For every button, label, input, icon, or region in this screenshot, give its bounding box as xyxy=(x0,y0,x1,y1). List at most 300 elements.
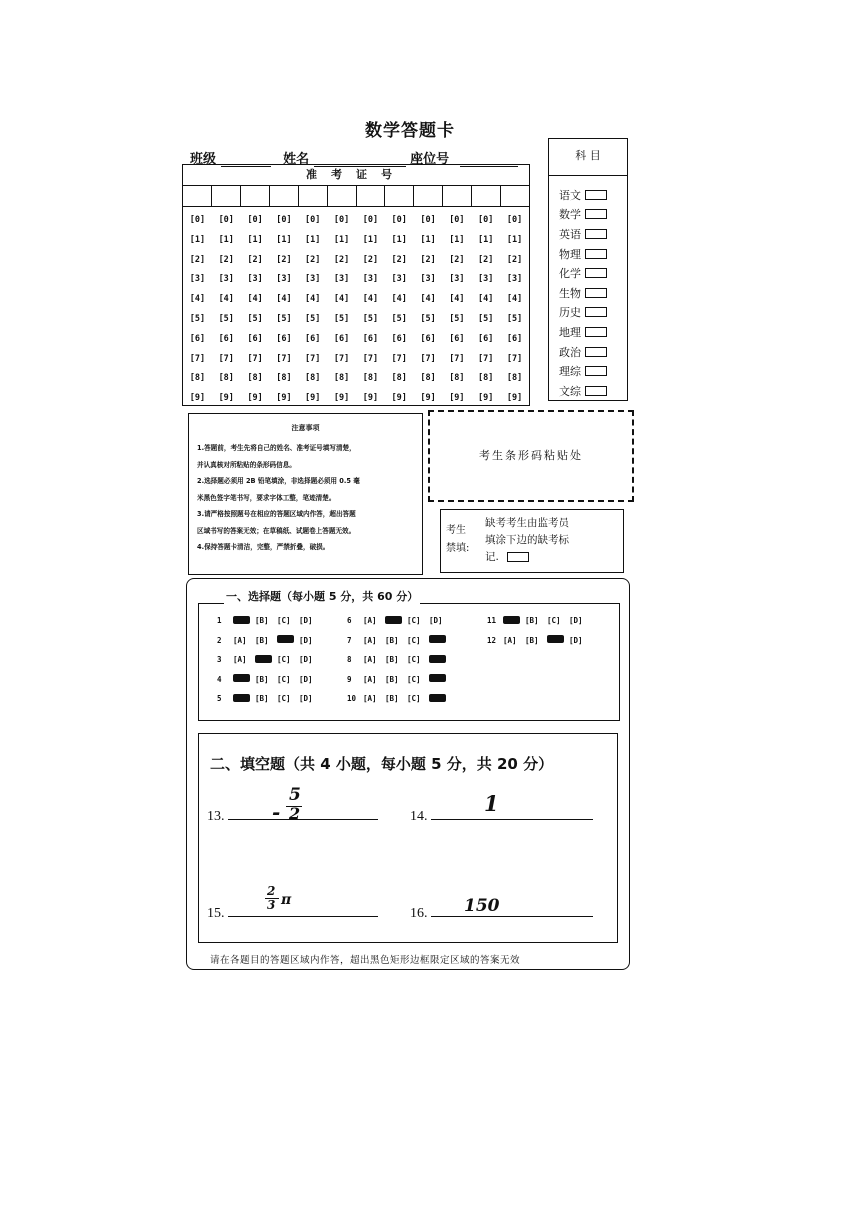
mc-question-row xyxy=(217,689,321,709)
digit-bubble[interactable]: [9] xyxy=(391,393,407,404)
subject-checkbox[interactable] xyxy=(585,307,607,317)
subject-row xyxy=(549,303,627,323)
mc-option[interactable]: [C] xyxy=(407,674,421,684)
digit-bubble[interactable]: [8] xyxy=(391,373,407,384)
mc-option[interactable]: [A] xyxy=(363,635,377,645)
digit-bubble[interactable]: [0] xyxy=(333,215,350,225)
exam-number-cell[interactable] xyxy=(414,186,443,206)
digit-bubble[interactable]: [6] xyxy=(391,333,407,344)
digit-bubble[interactable]: [9] xyxy=(420,393,436,404)
filled-mark xyxy=(233,694,250,702)
mc-question-row xyxy=(217,670,321,690)
mc-question-number: 3 xyxy=(217,655,222,665)
digit-bubble[interactable]: [6] xyxy=(333,333,350,344)
mc-option[interactable]: [B] xyxy=(385,635,399,645)
digit-bubble[interactable]: [5] xyxy=(333,313,350,324)
exam-number-cell[interactable] xyxy=(241,186,270,206)
digit-bubble[interactable]: [5] xyxy=(218,313,234,324)
digit-bubble[interactable]: [7] xyxy=(218,353,234,364)
subject-checkbox[interactable] xyxy=(585,327,607,337)
absent-line: 记. xyxy=(485,551,499,563)
digit-bubble[interactable]: [6] xyxy=(420,333,436,344)
exam-number-cell[interactable] xyxy=(443,186,472,206)
filled-mark xyxy=(255,655,272,663)
digit-bubble[interactable]: [0] xyxy=(362,215,379,225)
subject-checkbox[interactable] xyxy=(585,288,607,298)
digit-bubble[interactable]: [3] xyxy=(189,274,206,285)
absent-checkbox[interactable] xyxy=(507,552,529,562)
digit-bubble[interactable]: [9] xyxy=(362,393,379,404)
subject-row xyxy=(549,361,627,381)
mc-option[interactable]: [B] xyxy=(385,674,399,684)
digit-bubble[interactable]: [6] xyxy=(218,333,234,344)
subject-label: 物理 xyxy=(559,247,581,261)
filled-mark xyxy=(429,635,446,643)
mc-option[interactable]: [A] xyxy=(363,616,377,626)
mc-option[interactable]: [B] xyxy=(255,616,269,626)
digit-bubble[interactable]: [9] xyxy=(478,393,494,404)
digit-bubble[interactable]: [9] xyxy=(506,393,523,404)
exam-number-column xyxy=(327,211,356,409)
digit-bubble[interactable]: [4] xyxy=(333,294,350,305)
mc-option-filled[interactable] xyxy=(429,694,451,704)
exam-number-bubbles xyxy=(183,207,529,409)
notice-line: 2.选择题必须用 2B 铅笔填涂，非选择题必须用 0.5 毫 xyxy=(197,477,360,485)
digit-bubble[interactable]: [4] xyxy=(189,294,206,305)
absent-text xyxy=(485,515,569,566)
digit-bubble[interactable]: [6] xyxy=(506,333,523,344)
digit-bubble[interactable]: [2] xyxy=(333,254,350,265)
digit-bubble[interactable]: [0] xyxy=(391,215,407,225)
digit-bubble[interactable]: [0] xyxy=(420,215,436,225)
digit-bubble[interactable]: [3] xyxy=(391,274,407,285)
mc-column xyxy=(217,611,321,709)
digit-bubble[interactable]: [0] xyxy=(276,215,292,225)
handwritten-sign: - xyxy=(272,800,281,824)
mc-question-row xyxy=(347,670,451,690)
answer-line[interactable] xyxy=(431,902,593,917)
mc-question-number: 4 xyxy=(217,674,222,684)
digit-bubble[interactable]: [6] xyxy=(478,333,494,344)
mc-option[interactable]: [B] xyxy=(385,694,399,704)
subject-row xyxy=(549,342,627,362)
digit-bubble[interactable]: [7] xyxy=(276,353,292,364)
mc-question-row xyxy=(217,631,321,651)
digit-bubble[interactable]: [9] xyxy=(305,393,321,404)
handwritten-numerator: 2 xyxy=(267,884,276,898)
digit-bubble[interactable]: [1] xyxy=(218,234,234,245)
mc-option[interactable]: [C] xyxy=(407,616,421,626)
mc-question-number: 11 xyxy=(487,616,497,626)
mc-option[interactable]: [B] xyxy=(255,694,269,704)
subject-checkbox[interactable] xyxy=(585,268,607,278)
exam-number-column xyxy=(241,211,270,409)
absent-line: 缺考考生由监考员 xyxy=(485,517,569,529)
mc-option-filled[interactable] xyxy=(429,635,451,645)
mc-option[interactable]: [D] xyxy=(569,616,583,626)
digit-bubble[interactable]: [4] xyxy=(362,294,379,305)
digit-bubble[interactable]: [0] xyxy=(506,215,523,225)
digit-bubble[interactable]: [4] xyxy=(247,294,263,305)
mc-option[interactable]: [B] xyxy=(255,674,269,684)
exam-number-cell[interactable] xyxy=(385,186,414,206)
digit-bubble[interactable]: [3] xyxy=(305,274,321,285)
mc-option[interactable]: [D] xyxy=(299,655,313,665)
exam-number-header: 准考证号 xyxy=(183,165,529,186)
mc-option-filled[interactable] xyxy=(277,635,299,645)
digit-bubble[interactable]: [9] xyxy=(189,393,206,404)
digit-bubble[interactable]: [0] xyxy=(478,215,494,225)
exam-number-column xyxy=(471,211,500,409)
notice-line: 区域书写的答案无效；在草稿纸、试题卷上答题无效。 xyxy=(197,526,356,535)
mc-option[interactable]: [D] xyxy=(299,694,313,704)
mc-question-row xyxy=(487,611,591,631)
exam-number-cell[interactable] xyxy=(299,186,328,206)
mc-option-filled[interactable] xyxy=(429,674,451,684)
digit-bubble[interactable]: [2] xyxy=(362,254,379,265)
digit-bubble[interactable]: [3] xyxy=(420,274,436,285)
digit-bubble[interactable]: [4] xyxy=(449,294,465,305)
digit-bubble[interactable]: [4] xyxy=(305,294,321,305)
subject-row xyxy=(549,381,627,401)
digit-bubble[interactable]: [1] xyxy=(189,234,206,245)
mc-option-filled[interactable] xyxy=(429,655,451,665)
subject-checkbox[interactable] xyxy=(585,249,607,259)
digit-bubble[interactable]: [7] xyxy=(449,353,465,364)
mc-option[interactable]: [B] xyxy=(385,655,399,665)
mc-option[interactable]: [B] xyxy=(525,616,539,626)
digit-bubble[interactable]: [7] xyxy=(420,353,436,364)
digit-bubble[interactable]: [0] xyxy=(218,215,234,225)
mc-question-row xyxy=(347,689,451,709)
subject-label: 化学 xyxy=(559,267,581,281)
fill-in-title: 二、填空题（共 4 小题，每小题 5 分，共 20 分） xyxy=(210,755,554,773)
mc-question-number: 9 xyxy=(347,674,352,684)
subject-label: 政治 xyxy=(559,345,581,359)
mc-option[interactable]: [D] xyxy=(299,616,313,626)
digit-bubble[interactable]: [9] xyxy=(333,393,350,404)
mc-option[interactable]: [A] xyxy=(363,655,377,665)
digit-bubble[interactable]: [8] xyxy=(449,373,465,384)
answer-line[interactable] xyxy=(228,902,378,917)
digit-bubble[interactable]: [1] xyxy=(333,234,350,245)
digit-bubble[interactable]: [2] xyxy=(478,254,494,265)
digit-bubble[interactable]: [5] xyxy=(247,313,263,324)
digit-bubble[interactable]: [2] xyxy=(189,254,206,265)
mc-option[interactable]: [D] xyxy=(569,635,583,645)
subject-checkbox[interactable] xyxy=(585,366,607,376)
mc-question-number: 2 xyxy=(217,635,222,645)
mc-question-number: 1 xyxy=(217,616,222,626)
question-number: 16. xyxy=(410,906,428,921)
filled-mark xyxy=(503,616,520,624)
exam-number-grid xyxy=(182,164,530,406)
exam-number-cell[interactable] xyxy=(501,186,529,206)
handwritten-denominator: 2 xyxy=(289,804,301,823)
mc-option[interactable]: [D] xyxy=(429,616,443,626)
digit-bubble[interactable]: [3] xyxy=(506,274,523,285)
subject-label: 生物 xyxy=(559,286,581,300)
digit-bubble[interactable]: [6] xyxy=(305,333,321,344)
subject-row xyxy=(549,205,627,225)
digit-bubble[interactable]: [5] xyxy=(189,313,206,324)
filled-mark xyxy=(277,635,294,643)
digit-bubble[interactable]: [7] xyxy=(391,353,407,364)
mc-option-filled[interactable] xyxy=(503,616,525,626)
subject-label: 语文 xyxy=(559,188,581,202)
subject-row xyxy=(549,322,627,342)
digit-bubble[interactable]: [7] xyxy=(247,353,263,364)
digit-bubble[interactable]: [3] xyxy=(276,274,292,285)
digit-bubble[interactable]: [2] xyxy=(420,254,436,265)
subject-label: 数学 xyxy=(559,208,581,222)
absent-mark-box xyxy=(440,509,624,573)
mc-option-filled[interactable] xyxy=(547,635,569,645)
digit-bubble[interactable]: [5] xyxy=(449,313,465,324)
digit-bubble[interactable]: [1] xyxy=(305,234,321,245)
digit-bubble[interactable]: [4] xyxy=(391,294,407,305)
question-number: 13. xyxy=(207,809,225,824)
handwritten-numerator: 5 xyxy=(289,785,301,805)
subject-checkbox[interactable] xyxy=(585,190,607,200)
exam-number-column xyxy=(500,211,529,409)
exam-number-cell[interactable] xyxy=(212,186,241,206)
filled-mark xyxy=(233,674,250,682)
digit-bubble[interactable]: [1] xyxy=(362,234,379,245)
digit-bubble[interactable]: [5] xyxy=(276,313,292,324)
digit-bubble[interactable]: [8] xyxy=(506,373,523,384)
filled-mark xyxy=(547,635,564,643)
mc-option[interactable]: [C] xyxy=(547,616,561,626)
exam-number-column xyxy=(442,211,471,409)
digit-bubble[interactable]: [1] xyxy=(478,234,494,245)
digit-bubble[interactable]: [1] xyxy=(449,234,465,245)
exam-number-column xyxy=(212,211,241,409)
class-label: 班级 xyxy=(190,152,217,167)
subject-header: 科 目 xyxy=(549,139,627,176)
digit-bubble[interactable]: [3] xyxy=(478,274,494,285)
exam-number-cell[interactable] xyxy=(357,186,386,206)
digit-bubble[interactable]: [3] xyxy=(362,274,379,285)
digit-bubble[interactable]: [2] xyxy=(506,254,523,265)
mc-option-filled[interactable] xyxy=(233,694,255,704)
filled-mark xyxy=(429,674,446,682)
digit-bubble[interactable]: [1] xyxy=(420,234,436,245)
mc-question-row xyxy=(217,650,321,670)
mc-option[interactable]: [C] xyxy=(407,635,421,645)
subject-label: 地理 xyxy=(559,325,581,339)
mc-option-filled[interactable] xyxy=(233,616,255,626)
mc-question-row xyxy=(347,611,451,631)
digit-bubble[interactable]: [2] xyxy=(391,254,407,265)
digit-bubble[interactable]: [0] xyxy=(247,215,263,225)
exam-number-column xyxy=(356,211,385,409)
digit-bubble[interactable]: [8] xyxy=(218,373,234,384)
mc-option[interactable]: [A] xyxy=(363,694,377,704)
digit-bubble[interactable]: [2] xyxy=(218,254,234,265)
digit-bubble[interactable]: [9] xyxy=(247,393,263,404)
digit-bubble[interactable]: [0] xyxy=(189,215,206,225)
subject-list xyxy=(549,176,627,401)
digit-bubble[interactable]: [0] xyxy=(305,215,321,225)
mc-question-row xyxy=(347,650,451,670)
digit-bubble[interactable]: [8] xyxy=(333,373,350,384)
mc-option[interactable]: [B] xyxy=(525,635,539,645)
mc-option[interactable]: [A] xyxy=(233,655,247,665)
mc-column xyxy=(347,611,451,709)
digit-bubble[interactable]: [2] xyxy=(247,254,263,265)
digit-bubble[interactable]: [2] xyxy=(276,254,292,265)
mc-option[interactable]: [C] xyxy=(277,674,291,684)
digit-bubble[interactable]: [6] xyxy=(362,333,379,344)
digit-bubble[interactable]: [3] xyxy=(247,274,263,285)
handwritten-answer: 150 xyxy=(464,896,500,916)
digit-bubble[interactable]: [5] xyxy=(420,313,436,324)
digit-bubble[interactable]: [6] xyxy=(189,333,206,344)
digit-bubble[interactable]: [8] xyxy=(305,373,321,384)
exam-number-column xyxy=(298,211,327,409)
mc-option[interactable]: [A] xyxy=(233,635,247,645)
exam-number-cell[interactable] xyxy=(328,186,357,206)
digit-bubble[interactable]: [7] xyxy=(305,353,321,364)
subject-box xyxy=(548,138,628,401)
digit-bubble[interactable]: [3] xyxy=(449,274,465,285)
mc-question-number: 6 xyxy=(347,616,352,626)
notice-line: 1.答题前，考生先将自己的姓名、准考证号填写清楚， xyxy=(197,444,356,452)
mc-option[interactable]: [C] xyxy=(407,655,421,665)
handwritten-answer: 1 xyxy=(484,791,499,816)
mc-option-filled[interactable] xyxy=(255,655,277,665)
digit-bubble[interactable]: [8] xyxy=(362,373,379,384)
digit-bubble[interactable]: [6] xyxy=(449,333,465,344)
digit-bubble[interactable]: [4] xyxy=(276,294,292,305)
exam-number-column xyxy=(385,211,414,409)
digit-bubble[interactable]: [3] xyxy=(333,274,350,285)
name-label: 姓名 xyxy=(283,152,310,167)
digit-bubble[interactable]: [4] xyxy=(420,294,436,305)
digit-bubble[interactable]: [7] xyxy=(333,353,350,364)
mc-question-number: 7 xyxy=(347,635,352,645)
subject-label: 文综 xyxy=(559,384,581,398)
notice-line: 并认真核对所粘贴的条形码信息。 xyxy=(197,460,296,469)
digit-bubble[interactable]: [9] xyxy=(218,393,234,404)
digit-bubble[interactable]: [1] xyxy=(506,234,523,245)
mc-option[interactable]: [D] xyxy=(299,635,313,645)
subject-row xyxy=(549,244,627,264)
exam-number-column xyxy=(269,211,298,409)
digit-bubble[interactable]: [6] xyxy=(276,333,292,344)
mc-question-row xyxy=(347,631,451,651)
filled-mark xyxy=(429,694,446,702)
seat-label: 座位号 xyxy=(410,152,450,167)
absent-line: 填涂下边的缺考标 xyxy=(485,534,569,546)
subject-row xyxy=(549,224,627,244)
subject-row xyxy=(549,185,627,205)
question-14 xyxy=(410,805,593,825)
question-number: 15. xyxy=(207,906,225,921)
exam-number-column xyxy=(183,211,212,409)
mc-column xyxy=(487,611,591,650)
digit-bubble[interactable]: [5] xyxy=(506,313,523,324)
subject-checkbox[interactable] xyxy=(585,209,607,219)
digit-bubble[interactable]: [8] xyxy=(276,373,292,384)
mc-option[interactable]: [D] xyxy=(299,674,313,684)
digit-bubble[interactable]: [8] xyxy=(189,373,206,384)
digit-bubble[interactable]: [4] xyxy=(506,294,523,305)
digit-bubble[interactable]: [8] xyxy=(420,373,436,384)
subject-checkbox[interactable] xyxy=(585,347,607,357)
barcode-area: 考生条形码粘贴处 xyxy=(428,410,634,502)
handwritten-denominator: 3 xyxy=(267,898,276,912)
mc-option[interactable]: [A] xyxy=(363,674,377,684)
mc-option[interactable]: [C] xyxy=(407,694,421,704)
exam-number-cell[interactable] xyxy=(183,186,212,206)
digit-bubble[interactable]: [0] xyxy=(449,215,465,225)
filled-mark xyxy=(385,616,402,624)
digit-bubble[interactable]: [6] xyxy=(247,333,263,344)
digit-bubble[interactable]: [5] xyxy=(362,313,379,324)
digit-bubble[interactable]: [7] xyxy=(189,353,206,364)
mc-option-filled[interactable] xyxy=(233,674,255,684)
notice-title: 注意事项 xyxy=(291,424,320,432)
digit-bubble[interactable]: [3] xyxy=(218,274,234,285)
subject-row xyxy=(549,263,627,283)
digit-bubble[interactable]: [4] xyxy=(478,294,494,305)
subject-label: 理综 xyxy=(559,365,581,379)
subject-checkbox[interactable] xyxy=(585,386,607,396)
mc-option-filled[interactable] xyxy=(385,616,407,626)
digit-bubble[interactable]: [5] xyxy=(391,313,407,324)
answer-line[interactable] xyxy=(228,805,378,820)
digit-bubble[interactable]: [2] xyxy=(449,254,465,265)
answer-line[interactable] xyxy=(431,805,593,820)
card-title: 数学答题卡 xyxy=(365,121,455,141)
mc-option[interactable]: [C] xyxy=(277,694,291,704)
exam-number-column xyxy=(414,211,443,409)
digit-bubble[interactable]: [1] xyxy=(391,234,407,245)
subject-checkbox[interactable] xyxy=(585,229,607,239)
digit-bubble[interactable]: [4] xyxy=(218,294,234,305)
mc-option[interactable]: [A] xyxy=(503,635,517,645)
subject-label: 英语 xyxy=(559,227,581,241)
handwritten-suffix: π xyxy=(281,892,292,908)
subject-row xyxy=(549,283,627,303)
exam-number-cell[interactable] xyxy=(472,186,501,206)
digit-bubble[interactable]: [9] xyxy=(449,393,465,404)
mc-option[interactable]: [C] xyxy=(277,655,291,665)
footer-note: 请在各题目的答题区域内作答，超出黑色矩形边框限定区域的答案无效 xyxy=(210,955,521,966)
mc-question-number: 10 xyxy=(347,694,357,704)
mc-question-number: 5 xyxy=(217,694,222,704)
question-number: 14. xyxy=(410,809,428,824)
digit-bubble[interactable]: [5] xyxy=(478,313,494,324)
digit-bubble[interactable]: [8] xyxy=(478,373,494,384)
mc-option[interactable]: [B] xyxy=(255,635,269,645)
digit-bubble[interactable]: [5] xyxy=(305,313,321,324)
digit-bubble[interactable]: [9] xyxy=(276,393,292,404)
digit-bubble[interactable]: [1] xyxy=(247,234,263,245)
notice-line: 3.请严格按照题号在相应的答题区域内作答，超出答题 xyxy=(197,510,356,518)
digit-bubble[interactable]: [8] xyxy=(247,373,263,384)
digit-bubble[interactable]: [7] xyxy=(506,353,523,364)
digit-bubble[interactable]: [2] xyxy=(305,254,321,265)
exam-number-cell[interactable] xyxy=(270,186,299,206)
digit-bubble[interactable]: [7] xyxy=(362,353,379,364)
digit-bubble[interactable]: [1] xyxy=(276,234,292,245)
digit-bubble[interactable]: [7] xyxy=(478,353,494,364)
mc-option[interactable]: [C] xyxy=(277,616,291,626)
mc-question-number: 12 xyxy=(487,635,497,645)
